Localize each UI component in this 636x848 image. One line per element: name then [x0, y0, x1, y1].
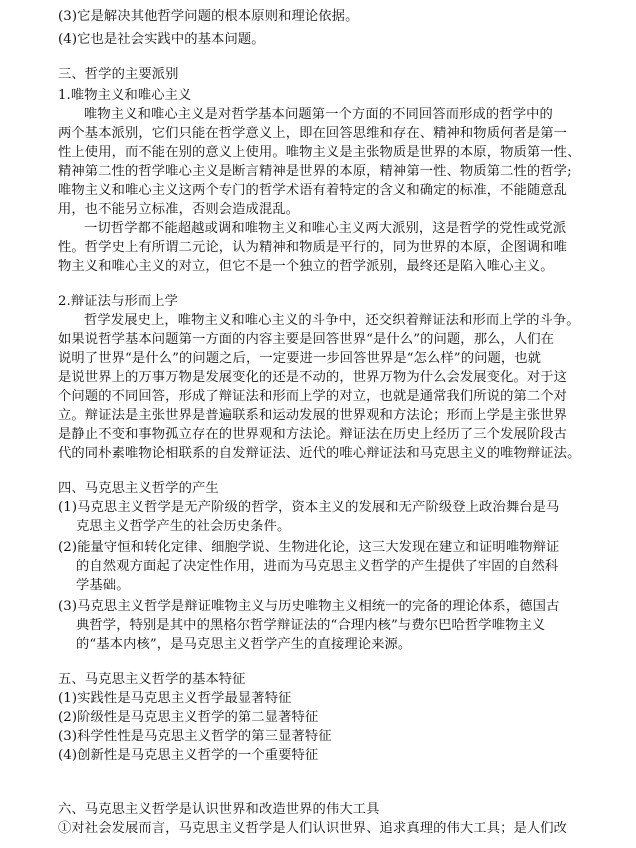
paragraph-line: 个问题的不同回答，形成了辩证法和形而上学的对立，也就是通常我们所说的第二个对 [58, 389, 568, 404]
list-item: (4)它也是社会实践中的基本问题。 [58, 32, 265, 47]
list-item-continuation: 典哲学，特别是其中的黑格尔哲学辩证法的“合理内核”与费尔巴哈哲学唯物主义 [76, 618, 546, 633]
list-item: (3)马克思主义哲学是辩证唯物主义与历史唯物主义相统一的完备的理论体系，德国古 [58, 599, 560, 614]
paragraph-line: 如果说哲学基本问题第一方面的内容主要是回答世界“是什么”的问题，那么，人们在 [58, 332, 555, 347]
list-item: (3)它是解决其他哲学问题的根本原则和理论依据。 [58, 9, 359, 24]
paragraph-line: 用，也不能另立标准，否则会造成混乱。 [58, 202, 300, 217]
paragraph-line: 唯物主义和唯心主义是对哲学基本问题第一个方面的不同回答而形成的哲学中的 [84, 107, 553, 122]
paragraph-line: 代的同朴素唯物论相联系的自发辩证法、近代的唯心辩证法和马克思主义的唯物辩证法。 [58, 446, 581, 461]
paragraph-line: 性上使用，而不能在别的意义上使用。唯物主义是主张物质是世界的本原，物质第一性、 [58, 145, 581, 160]
paragraph-line: 物主义和唯心主义的对立，但它不是一个独立的哲学派别，最终还是陷入唯心主义。 [58, 259, 554, 274]
paragraph-line: 是静止不变和事物孤立存在的世界观和方法论。辩证法在历史上经历了三个发展阶段古 [58, 427, 568, 442]
section-heading: 六、马克思主义哲学是认识世界和改造世界的伟大工具 [58, 802, 380, 817]
list-item: ①对社会发展而言，马克思主义哲学是人们认识世界、追求真理的伟大工具；是人们改 [58, 821, 568, 836]
section-heading: 五、马克思主义哲学的基本特征 [58, 672, 246, 687]
list-item: (4)创新性是马克思主义哲学的一个重要特征 [58, 748, 319, 763]
paragraph-line: 立。辩证法是主张世界是普遍联系和运动发展的世界观和方法论；形而上学是主张世界 [58, 408, 568, 423]
list-item: (2)阶级性是马克思主义哲学的第二显著特征 [58, 710, 319, 725]
paragraph-line: 说明了世界“是什么”的问题之后，一定要进一步回答世界是“怎么样”的问题，也就 [58, 351, 542, 366]
list-item-continuation: 学基础。 [76, 578, 130, 593]
paragraph-line: 唯物主义和唯心主义这两个专门的哲学术语有着特定的含义和确定的标准，不能随意乱 [58, 183, 568, 198]
list-item-continuation: 的“基本内核”，是马克思主义哲学产生的直接理论来源。 [76, 637, 412, 652]
paragraph-line: 哲学发展史上，唯物主义和唯心主义的斗争中，还交织着辩证法和形而上学的斗争。 [84, 313, 580, 328]
paragraph-line: 是说世界上的万事万物是发展变化的还是不动的，世界万物为什么会发展变化。对于这 [58, 370, 568, 385]
list-item: (1)实践性是马克思主义哲学最显著特征 [58, 691, 292, 706]
paragraph-line: 精神第二性的哲学唯心主义是断言精神是世界的本原，精神第一性、物质第二性的哲学; [58, 164, 572, 179]
paragraph-line: 一切哲学都不能超越或调和唯物主义和唯心主义两大派别，这是哲学的党性或党派 [84, 221, 567, 236]
paragraph-line: 两个基本派别，它们只能在哲学意义上，即在回答思维和存在、精神和物质何者是第一 [58, 126, 568, 141]
list-item: (2)能量守恒和转化定律、细胞学说、生物进化论，这三大发现在建立和证明唯物辩证 [58, 540, 560, 555]
section-heading: 四、马克思主义哲学的产生 [58, 481, 219, 496]
list-item-continuation: 的自然观方面起了决定性作用，进而为马克思主义哲学的产生提供了牢固的自然科 [76, 559, 559, 574]
subsection-heading: 2.辩证法与形而上学 [58, 294, 179, 309]
paragraph-line: 性。哲学史上有所谓二元论，认为精神和物质是平行的，同为世界的本原，企图调和唯 [58, 240, 568, 255]
section-heading: 三、哲学的主要派别 [58, 67, 179, 82]
list-item: (1)马克思主义哲学是无产阶级的哲学，资本主义的发展和无产阶级登上政治舞台是马 [58, 500, 560, 515]
list-item: (3)科学性性是马克思主义哲学的第三显著特征 [58, 729, 332, 744]
subsection-heading: 1.唯物主义和唯心主义 [58, 88, 192, 103]
list-item-continuation: 克思主义哲学产生的社会历史条件。 [76, 519, 291, 534]
